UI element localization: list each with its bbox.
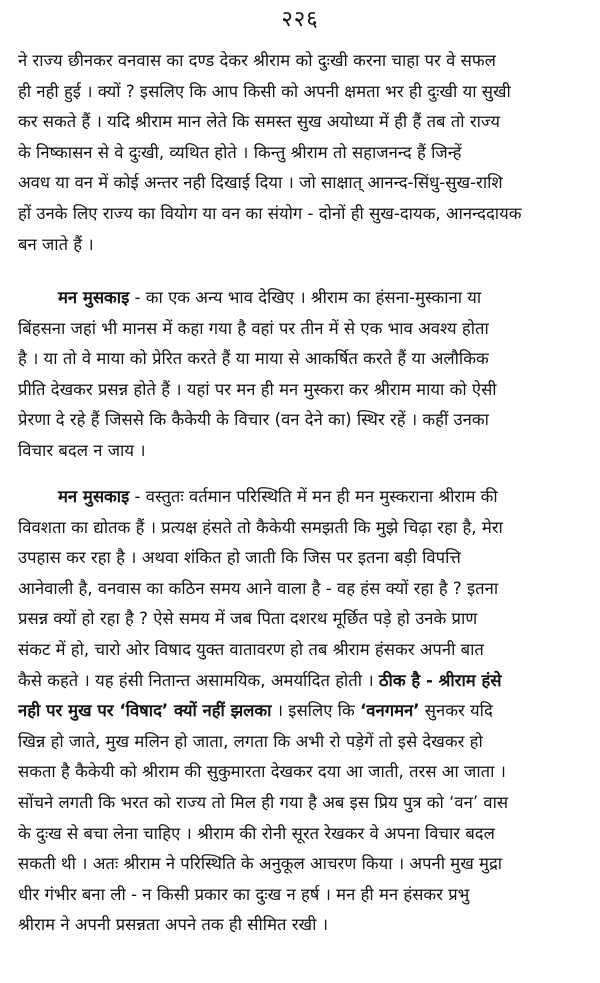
text-line xyxy=(18,910,586,941)
text-line xyxy=(18,77,586,108)
page-number: २२६ xyxy=(281,7,319,32)
text-line xyxy=(18,314,586,345)
text-line xyxy=(18,574,586,605)
text-run: । इसलिए कि xyxy=(271,701,360,721)
text-run: सोंचने लगती कि भरत को राज्य तो मिल ही गया है अब इस प्रिय पुत्र को ‘वन’ वास xyxy=(18,792,509,812)
paragraph-1 xyxy=(18,46,586,260)
paragraph-2 xyxy=(18,283,586,467)
text-line xyxy=(18,46,586,77)
text-run: विचार बदल न जाय । xyxy=(18,440,146,460)
text-line xyxy=(18,107,586,138)
text-run: - वस्तुतः वर्तमान परिस्थिति में मन ही मन मुस्कराना श्रीराम की xyxy=(129,487,498,506)
text-run: खिन्न हो जाते, मुख मलिन हो जाता, लगता कि अभी रो पड़ेगें तो इसे देखकर हो xyxy=(18,731,483,751)
text-line xyxy=(18,344,586,375)
text-run: हों उनके लिए राज्य का वियोग या वन का संयोग - दोनों ही सुख-दायक, आनन्ददायक xyxy=(18,203,522,223)
text-run: प्रेरणा दे रहे हैं जिससे कि कैकेयी के विचार (वन देने का) स्थिर रहें । कहीं उनका xyxy=(18,410,489,430)
text-run: - का एक अन्य भाव देखिए । श्रीराम का हंसना-मुस्काना या xyxy=(129,288,482,307)
bold-phrase: ठीक है - श्रीराम हंसे xyxy=(378,670,502,690)
text-line xyxy=(18,604,586,635)
text-line xyxy=(18,375,586,406)
text-line xyxy=(18,819,586,850)
text-run: संकट में हो, चारो ओर विषाद युक्त वातावरण हो तब श्रीराम हंसकर अपनी बात xyxy=(18,639,484,659)
text-line xyxy=(18,543,586,574)
text-line xyxy=(18,788,586,819)
text-line xyxy=(18,199,586,230)
text-run: विवशता का द्योतक हैं । प्रत्यक्ष हंसते तो कैकेयी समझती कि मुझे चिढ़ा रहा है, मेरा xyxy=(18,517,503,537)
text-line xyxy=(18,513,586,544)
text-run: श्रीराम ने अपनी प्रसन्नता अपने तक ही सीमित रखी । xyxy=(18,915,328,935)
text-run: प्रसन्न क्यों हो रहा है ? ऐसे समय में जब पिता दशरथ मूर्छित पड़े हो उनके प्राण xyxy=(18,609,478,629)
text-run: अवध या वन में कोई अन्तर नही दिखाई दिया । जो साक्षात् आनन्द-सिंधु-सुख-राशि xyxy=(18,173,503,193)
text-run: सकती थी । अतः श्रीराम ने परिस्थिति के अनुकूल आचरण किया । अपनी मुख मुद्रा xyxy=(18,854,503,874)
text-line xyxy=(18,666,586,697)
text-run: उपहास कर रहा है । अथवा शंकित हो जाती कि जिस पर इतना बड़ी विपत्ति xyxy=(18,548,461,568)
text-run: सकता है कैकेयी को श्रीराम की सुकुमारता देखकर दया आ जाती, तरस आ जाता । xyxy=(18,762,506,782)
text-run: ही नही हुई । क्यों ? इसलिए कि आप किसी को अपनी क्षमता भर ही दुःखी या सुखी xyxy=(18,81,511,101)
text-line xyxy=(18,635,586,666)
text-line xyxy=(18,482,586,513)
bold-phrase: मन मुसकाइ xyxy=(58,288,130,307)
bold-phrase: मन मुसकाइ xyxy=(58,487,130,506)
text-line xyxy=(18,727,586,758)
text-run: बन जाते हैं । xyxy=(18,234,94,254)
text-run: प्रीति देखकर प्रसन्न होते हैं । यहां पर मन ही मन मुस्करा कर श्रीराम माया को ऐसी xyxy=(18,379,497,399)
text-line xyxy=(18,757,586,788)
text-line xyxy=(18,696,586,727)
paragraph-3 xyxy=(18,482,586,941)
text-line xyxy=(18,230,586,261)
text-line xyxy=(18,283,586,314)
text-run: कैसे कहते । यह हंसी नितान्त असामयिक, अमर्यादित होती । xyxy=(18,670,379,690)
text-run: ने राज्य छीनकर वनवास का दण्ड देकर श्रीराम को दुःखी करना चाहा पर वे सफल xyxy=(18,51,496,70)
text-run: के दुःख से बचा लेना चाहिए । श्रीराम की रोनी सूरत रेखकर वे अपना विचार बदल xyxy=(18,823,495,843)
text-line xyxy=(18,436,586,467)
text-run: आनेवाली है, वनवास का कठिन समय आने वाला है - वह हंस क्यों रहा है ? इतना xyxy=(18,578,499,598)
text-run: सुनकर यदि xyxy=(419,701,493,721)
text-run: बिंहसना जहां भी मानस में कहा गया है वहां पर तीन में से एक भाव अवश्य होता xyxy=(18,318,489,338)
text-line xyxy=(18,138,586,169)
bold-phrase: नही पर मुख पर ‘विषाद’ क्यों नहीं झलका xyxy=(18,701,272,721)
text-line xyxy=(18,849,586,880)
text-line xyxy=(18,880,586,911)
bold-phrase: ‘वनगमन’ xyxy=(360,701,420,721)
text-run: कर सकते हैं । यदि श्रीराम मान लेते कि समस्त सुख अयोध्या में ही हैं तब तो राज्य xyxy=(18,112,501,132)
text-line xyxy=(18,168,586,199)
text-line xyxy=(18,405,586,436)
text-run: है । या तो वे माया को प्रेरित करते हैं या माया से आकर्षित करते हैं या अलौकिक xyxy=(18,349,489,369)
text-run: धीर गंभीर बना ली - न किसी प्रकार का दुःख न हर्ष । मन ही मन हंसकर प्रभु xyxy=(18,884,470,904)
text-run: के निष्कासन से वे दुःखी, व्यथित होते । किन्तु श्रीराम तो सहाजनन्द हैं जिन्हें xyxy=(18,142,462,162)
